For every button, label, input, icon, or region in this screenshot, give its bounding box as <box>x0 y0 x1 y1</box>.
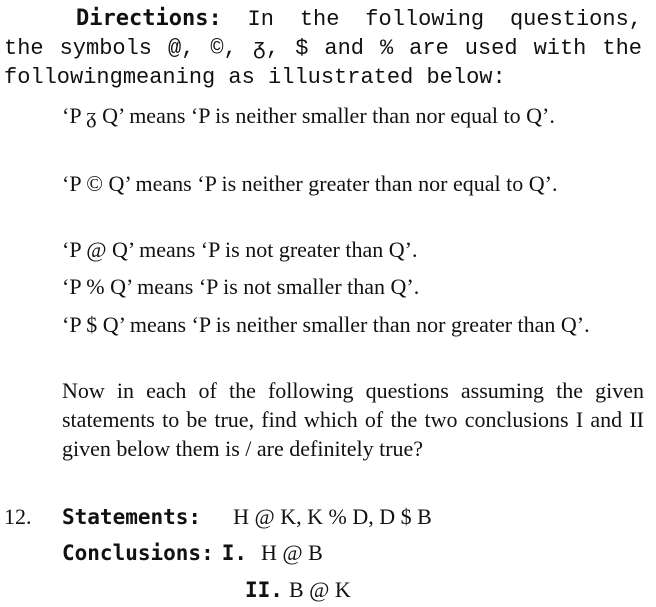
conclusion-number: II. <box>245 578 283 602</box>
definition-item: ‘P © Q’ means ‘P is neither greater than nor equal to Q’. <box>62 171 558 196</box>
statements-label: Statements: <box>62 505 202 529</box>
directions-text: In the following questions, the symbols @, ©, ᵹ, $ and % are used with the followingmeaning as illustrated below: <box>4 7 642 90</box>
definition-item: ‘P $ Q’ means ‘P is neither smaller than nor greater than Q’. <box>62 312 590 337</box>
statements-text: H @ K, K % D, D $ B <box>233 504 432 529</box>
conclusion-row <box>62 538 323 568</box>
conclusion-row <box>245 575 351 605</box>
conclusion-text: H @ B <box>261 540 323 565</box>
instruction-paragraph: Now in each of the following questions assuming the given statements to be true, find which of the two conclusions I and II given below them is / are definitely true? <box>62 378 644 461</box>
definition-item: ‘P @ Q’ means ‘P is not greater than Q’. <box>62 237 418 262</box>
directions-paragraph <box>4 4 642 92</box>
conclusions-label: Conclusions: <box>62 541 214 565</box>
conclusion-number: I. <box>221 541 248 565</box>
statements-row <box>62 502 432 532</box>
question-number: 12. <box>4 504 32 529</box>
definition-item: ‘P ᵹ Q’ means ‘P is neither smaller than nor equal to Q’. <box>62 103 555 128</box>
conclusion-text: B @ K <box>288 577 351 602</box>
directions-label: Directions: <box>76 6 222 31</box>
definition-item: ‘P % Q’ means ‘P is not smaller than Q’. <box>62 274 420 299</box>
